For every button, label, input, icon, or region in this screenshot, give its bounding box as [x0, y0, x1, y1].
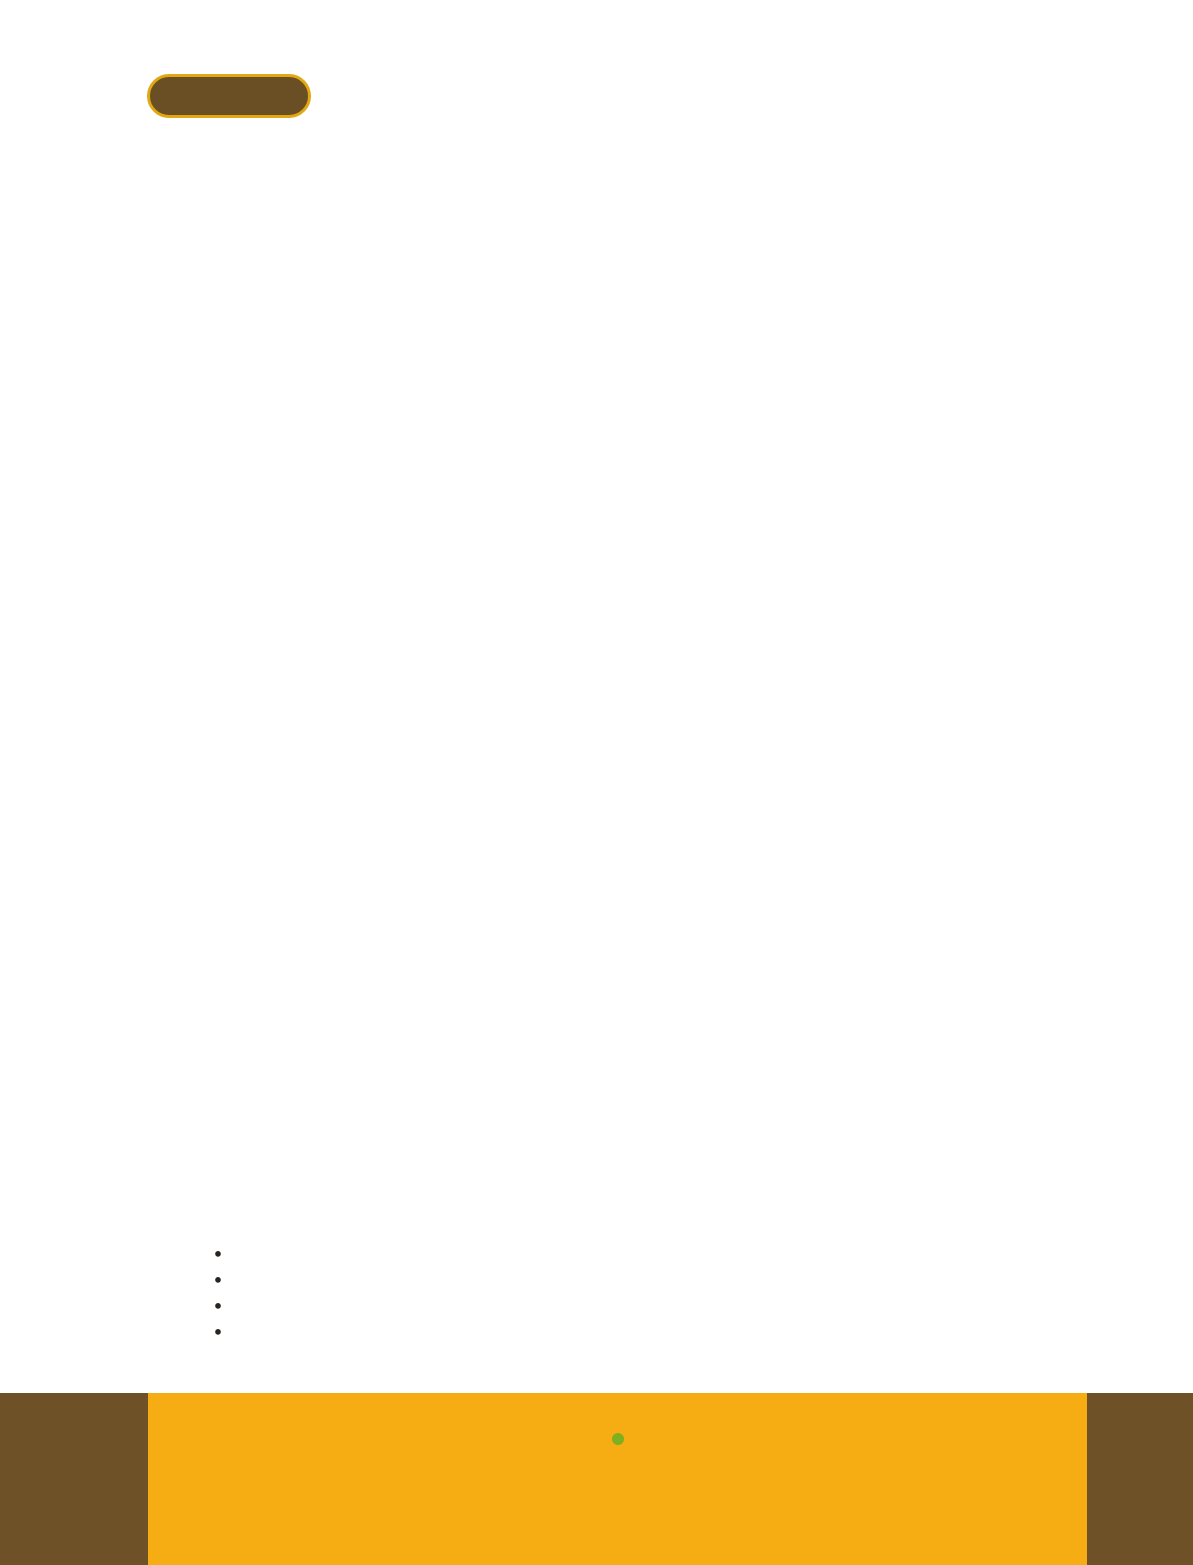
game-section	[148, 826, 1098, 852]
list-item	[205, 1294, 1098, 1320]
footer-left-panel	[0, 1393, 148, 1565]
footer-right-panel	[1087, 1393, 1193, 1565]
cube-icon	[148, 414, 198, 464]
game-title	[148, 826, 1098, 852]
game-title	[148, 384, 1098, 410]
cube-icon	[148, 1246, 198, 1296]
list-item	[205, 1242, 1098, 1268]
game-section	[148, 1060, 1098, 1086]
game-section	[148, 1216, 1098, 1346]
list-item	[205, 1320, 1098, 1346]
list-item	[205, 1268, 1098, 1294]
game-section	[148, 384, 1098, 410]
green-dot-separator	[612, 1433, 624, 1445]
game-title	[148, 1216, 1098, 1242]
cube-icon	[148, 233, 198, 283]
game-section	[148, 618, 1098, 644]
game-title	[148, 1060, 1098, 1086]
game-title	[148, 203, 1098, 229]
footer-topics	[148, 1427, 1087, 1454]
topic-line-2	[148, 1427, 1087, 1454]
cube-icon	[148, 1090, 198, 1140]
cube-icon	[148, 856, 198, 906]
cube-icon	[148, 648, 198, 698]
game-section	[148, 203, 1098, 229]
footer-band	[148, 1393, 1087, 1565]
bullet-list	[205, 1242, 1098, 1346]
game-title	[148, 618, 1098, 644]
season-badge	[147, 74, 311, 118]
